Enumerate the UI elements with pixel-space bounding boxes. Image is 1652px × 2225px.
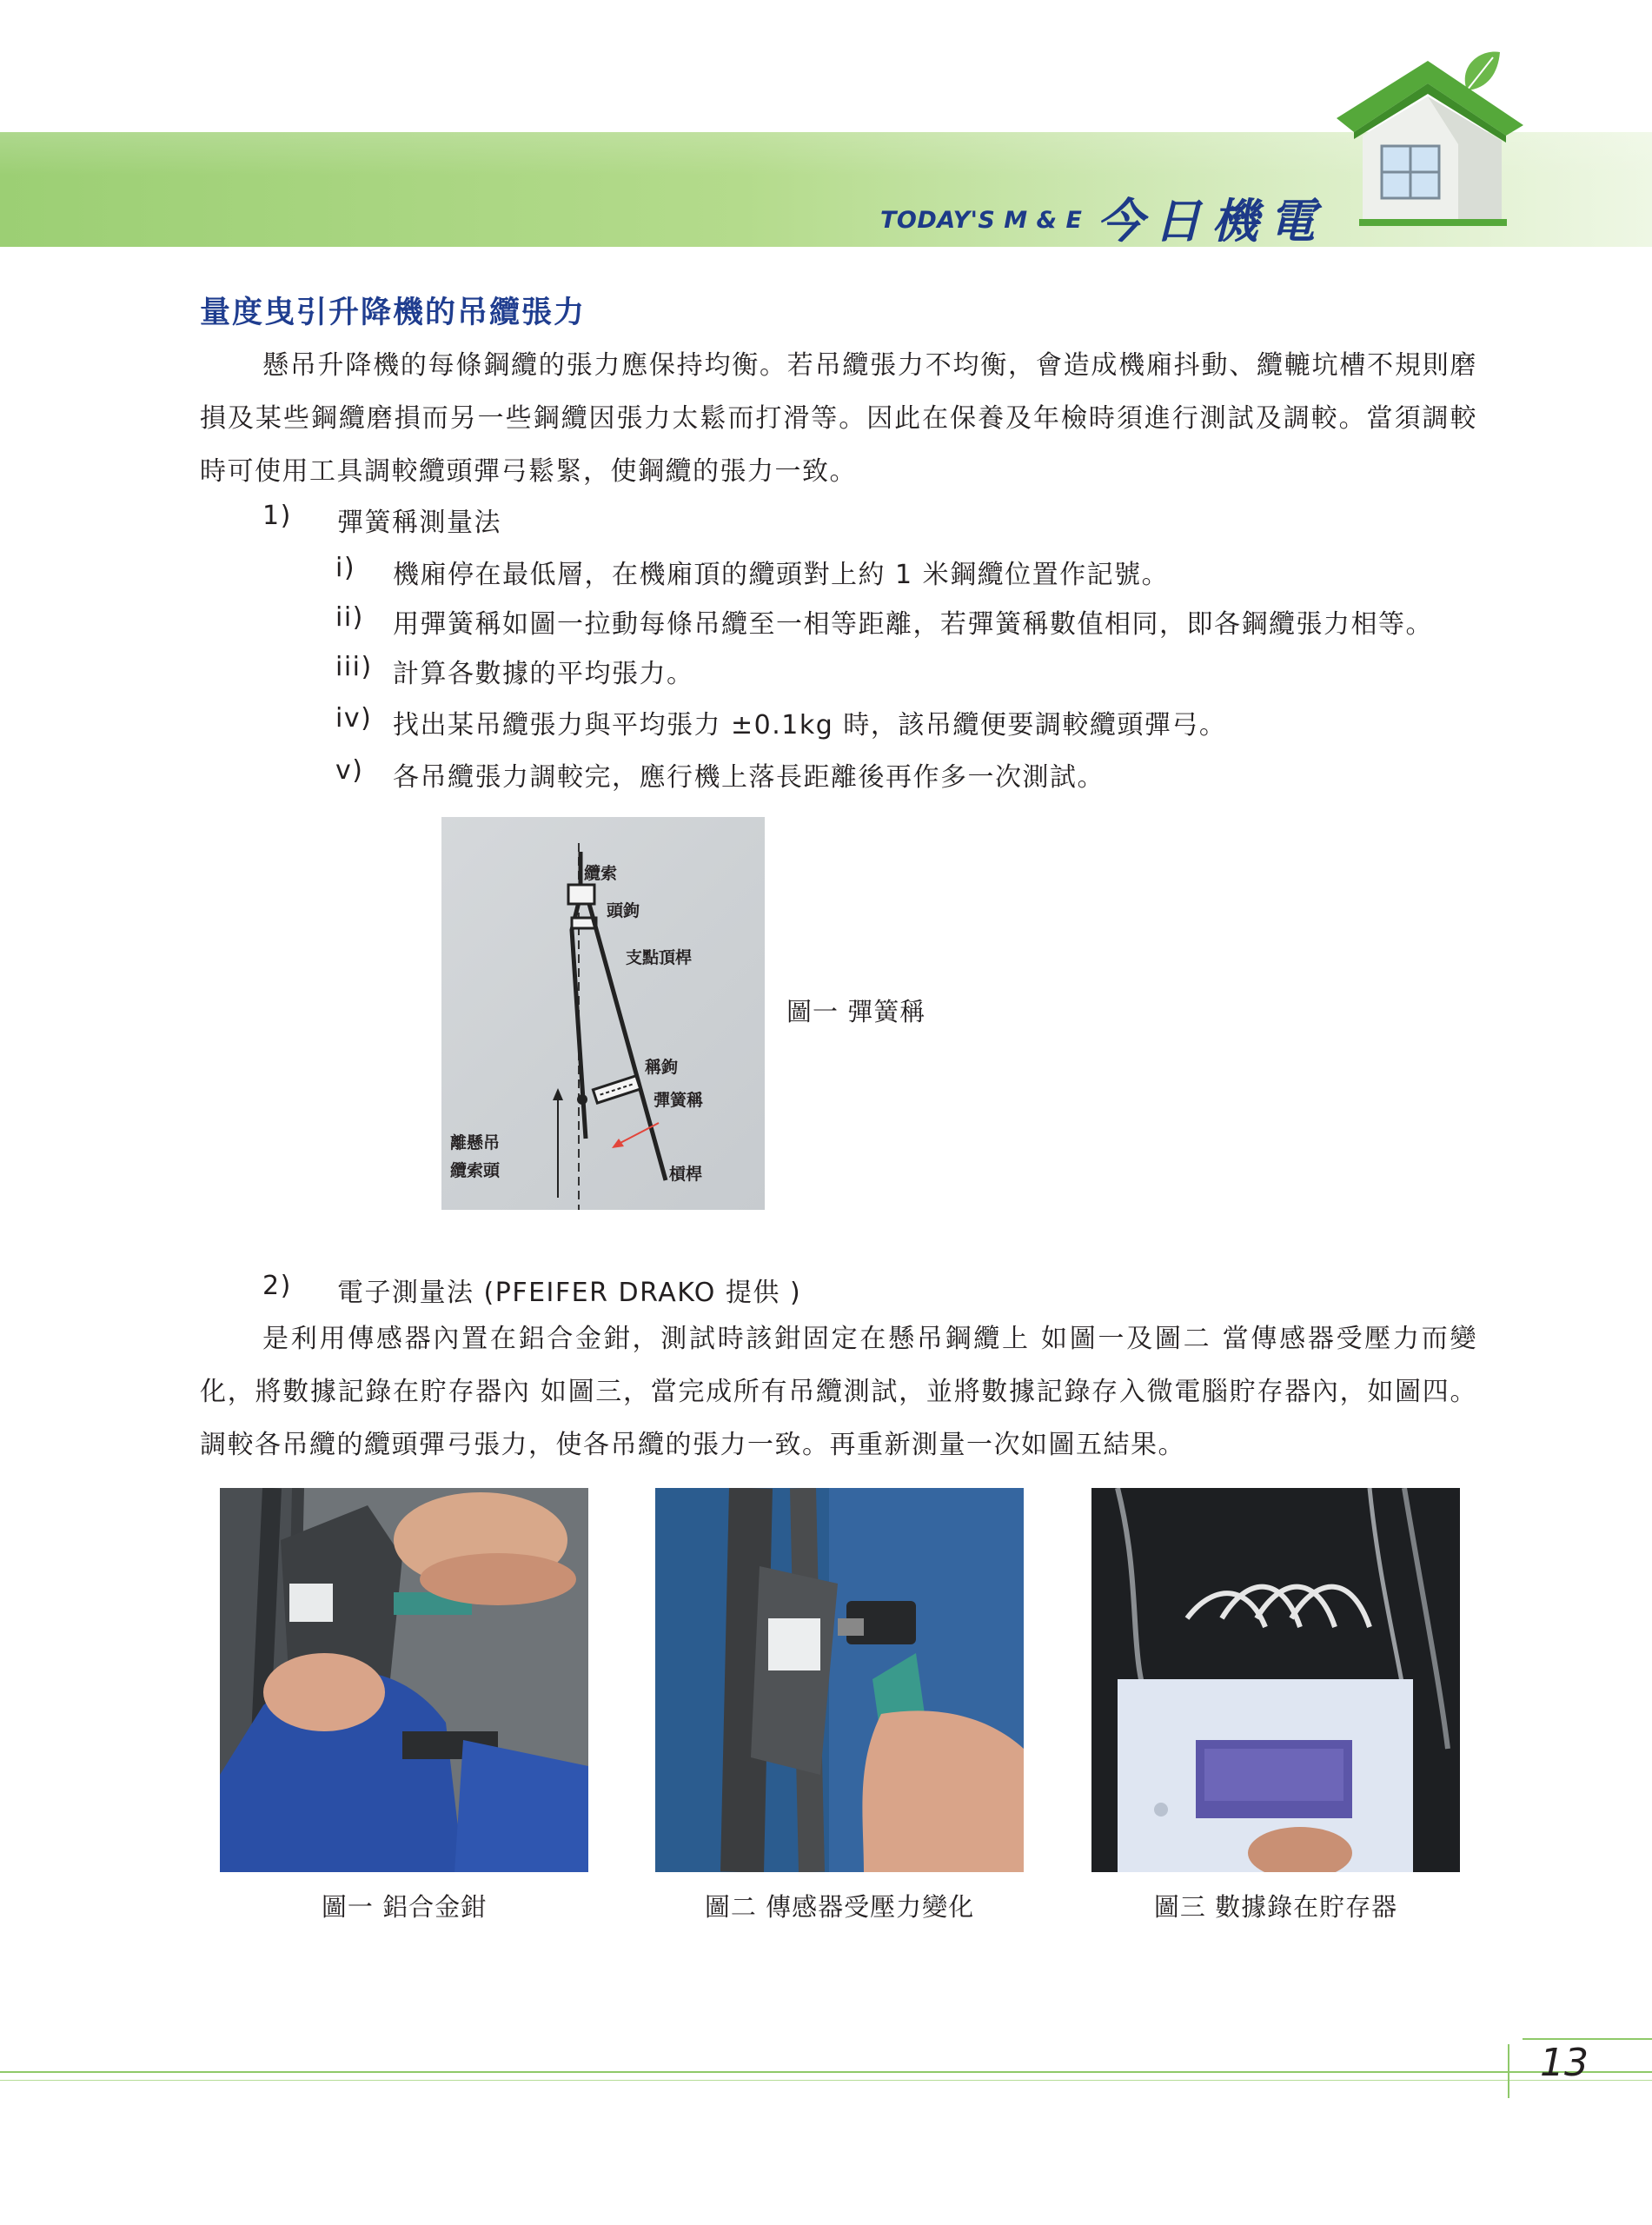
page-number: 13: [1540, 2041, 1589, 2085]
method2-title: 電子測量法 (PFEIFER DRAKO 提供 ): [337, 1278, 802, 1308]
step-number: ii): [335, 602, 364, 633]
label-clip-hook: 頭鉤: [607, 901, 640, 920]
step-text: 用彈簧稱如圖一拉動每條吊纜至一相等距離，若彈簧稱數值相同，即各鋼纜張力相等。: [393, 609, 1433, 640]
method1-number: 1): [262, 501, 292, 531]
brand-english: TODAY'S M & E: [880, 207, 1083, 234]
house-logo-icon: [1328, 49, 1528, 233]
label-distance-line1: 離懸吊: [450, 1133, 501, 1152]
photo-caption: 圖二 傳感器受壓力變化: [704, 1892, 975, 1922]
label-lever: 槓桿: [669, 1165, 703, 1184]
photo-aluminium-clamp: [220, 1488, 588, 1872]
figure1-caption: 圖一 彈簧稱: [786, 997, 926, 1026]
footer-rule-thin: [0, 2080, 1652, 2081]
footer-tick-horizontal: [1523, 2038, 1652, 2040]
footer-rule: [0, 2071, 1652, 2073]
photo-caption: 圖一 鋁合金鉗: [321, 1892, 488, 1922]
step-text: 找出某吊纜張力與平均張力 ±0.1kg 時，該吊纜便要調較纜頭彈弓。: [393, 710, 1227, 741]
brand-chinese: 今日機電: [1097, 194, 1326, 249]
photo-sensor-pressure: [655, 1488, 1024, 1872]
photo-data-logger: [1091, 1488, 1460, 1872]
photo-caption: 圖三 數據錄在貯存器: [1153, 1892, 1398, 1922]
intro-paragraph: 懸吊升降機的每條鋼纜的張力應保持均衡。若吊纜張力不均衡，會造成機廂抖動、纜轆坑槽不規則磨損及某些鋼纜磨損而另一些鋼纜因張力太鬆而打滑等。因此在保養及年檢時須進行測試及調較。當須調較時可使用工具調較纜頭彈弓鬆緊，使鋼纜的張力一致。: [200, 350, 1477, 487]
step-number: v): [335, 755, 364, 786]
step-text: 機廂停在最低層，在機廂頂的纜頭對上約 1 米鋼纜位置作記號。: [393, 560, 1170, 590]
method1-title: 彈簧稱測量法: [337, 508, 501, 538]
step-number: iii): [335, 652, 373, 682]
step-number: i): [335, 553, 356, 583]
label-distance-line2: 纜索頭: [450, 1161, 501, 1180]
method2-paragraph: 是利用傳感器內置在鋁合金鉗，測試時該鉗固定在懸吊鋼纜上 如圖一及圖二 當傳感器受壓力而變化，將數據記錄在貯存器內 如圖三，當完成所有吊纜測試，並將數據記錄存入微電腦貯存器內，如圖四。調較各吊纜的纜頭彈弓張力，使各吊纜的張力一致。再重新測量一次如圖五結果。: [200, 1324, 1477, 1460]
label-support-rod: 支點頂桿: [626, 948, 693, 967]
label-scale-hook: 稱鉤: [645, 1058, 679, 1077]
step-text: 各吊纜張力調較完，應行機上落長距離後再作多一次測試。: [393, 762, 1105, 793]
step-text: 計算各數據的平均張力。: [393, 659, 694, 689]
article-title: 量度曳引升降機的吊纜張力: [200, 296, 587, 330]
label-cable: 纜索: [584, 864, 618, 883]
footer-tick: [1508, 2044, 1509, 2098]
step-number: iv): [335, 703, 373, 734]
label-spring-scale: 彈簧稱: [654, 1091, 704, 1110]
method2-number: 2): [262, 1271, 292, 1301]
